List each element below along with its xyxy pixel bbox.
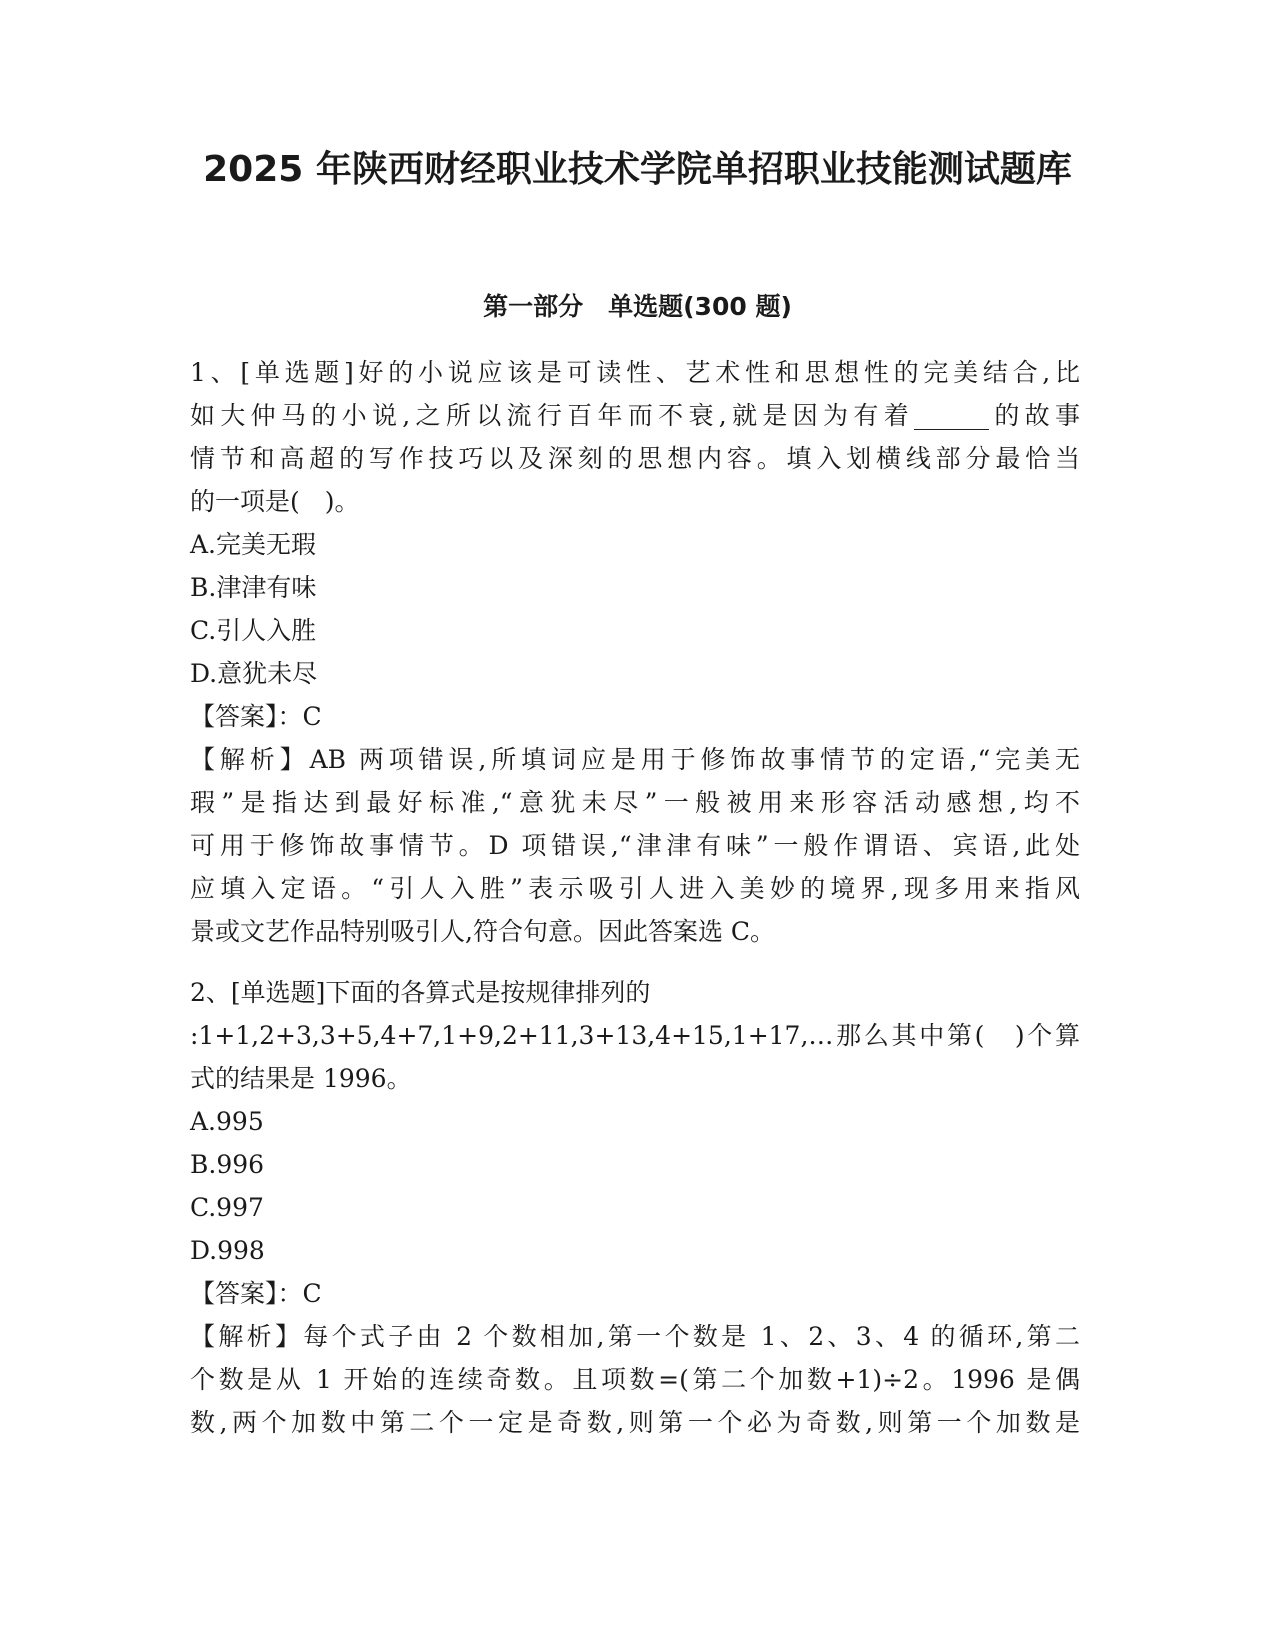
question-stem-line: 的一项是( )。 xyxy=(190,487,360,516)
question-stem-line: 如大仲马的小说,之所以流行百年而不衰,就是因为有着______的故事 xyxy=(190,401,1080,430)
option-d: D.998 xyxy=(190,1236,265,1265)
analysis-line: 可用于修饰故事情节。D 项错误,“津津有味”一般作谓语、宾语,此处 xyxy=(190,831,1080,860)
question-list xyxy=(190,351,1080,1444)
question-stem-line: 2、[单选题]下面的各算式是按规律排列的 xyxy=(190,978,651,1007)
question-2 xyxy=(190,971,1080,1444)
question-stem-line: :1+1,2+3,3+5,4+7,1+9,2+11,3+13,4+15,1+17,…那么其中第( )个算 xyxy=(190,1021,1080,1050)
question-stem-line: 式的结果是 1996。 xyxy=(190,1064,412,1093)
question-1 xyxy=(190,351,1080,953)
analysis-line: 应填入定语。“引人入胜”表示吸引人进入美妙的境界,现多用来指风 xyxy=(190,874,1080,903)
answer: 【答案】：C xyxy=(190,1279,322,1308)
option-a: A.完美无瑕 xyxy=(190,530,317,559)
analysis-line: 瑕”是指达到最好标准,“意犹未尽”一般被用来形容活动感想,均不 xyxy=(190,788,1080,817)
section-heading: 第一部分 单选题(300 题) xyxy=(483,292,792,321)
option-a: A.995 xyxy=(190,1107,264,1136)
page-title: 2025 年陕西财经职业技术学院单招职业技能测试题库 xyxy=(203,149,1072,190)
option-c: C.引人入胜 xyxy=(190,616,317,645)
analysis-line: 【解析】每个式子由 2 个数相加,第一个数是 1、2、3、4 的循环,第二 xyxy=(190,1322,1080,1351)
question-stem-line: 情节和高超的写作技巧以及深刻的思想内容。填入划横线部分最恰当 xyxy=(190,444,1080,473)
option-c: C.997 xyxy=(190,1193,264,1222)
analysis-line: 个数是从 1 开始的连续奇数。且项数=(第二个加数+1)÷2。1996 是偶 xyxy=(190,1365,1080,1394)
option-b: B.津津有味 xyxy=(190,573,317,602)
analysis-line: 【解析】AB 两项错误,所填词应是用于修饰故事情节的定语,“完美无 xyxy=(190,745,1080,774)
question-stem-line: 1、[单选题]好的小说应该是可读性、艺术性和思想性的完美结合,比 xyxy=(190,358,1080,387)
answer: 【答案】：C xyxy=(190,702,322,731)
option-b: B.996 xyxy=(190,1150,265,1179)
analysis-line: 景或文艺作品特别吸引人,符合句意。因此答案选 C。 xyxy=(190,917,776,946)
option-d: D.意犹未尽 xyxy=(190,659,318,688)
analysis-line: 数,两个加数中第二个一定是奇数,则第一个必为奇数,则第一个加数是 xyxy=(190,1408,1080,1437)
